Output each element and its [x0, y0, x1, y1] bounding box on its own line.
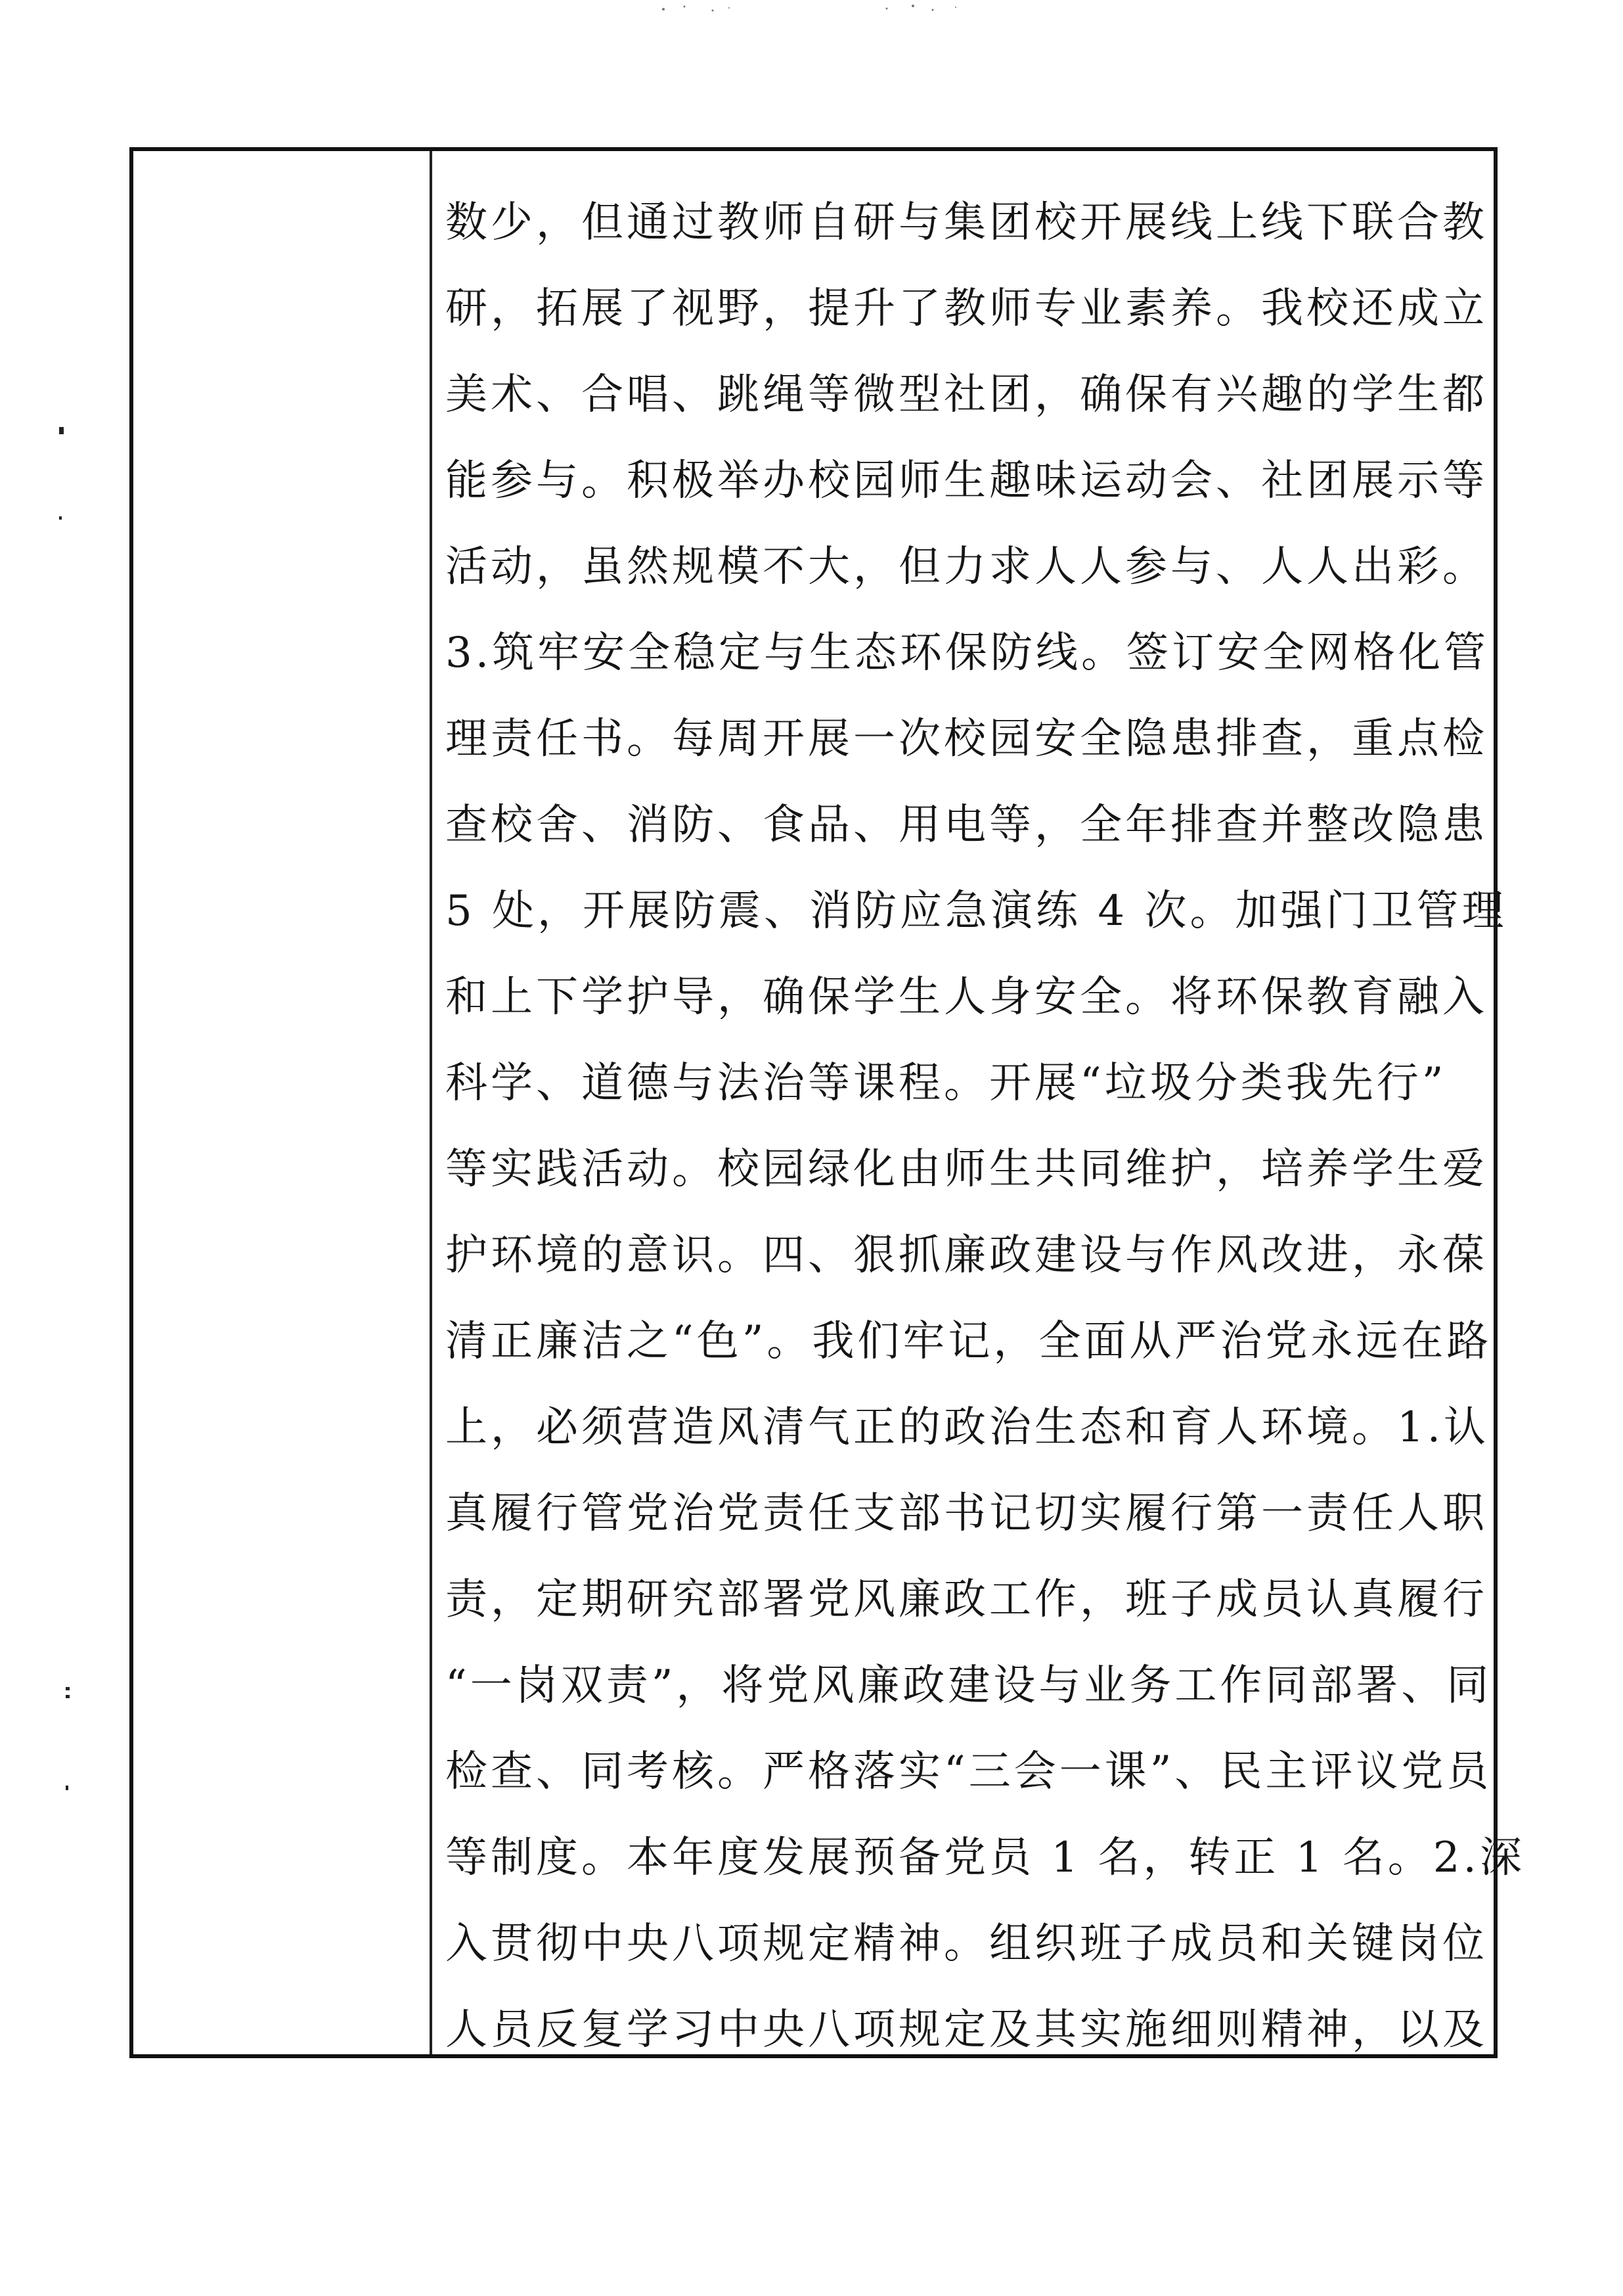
body-line: 等实践活动。校园绿化由师生共同维护，培养学生爱: [445, 1145, 1488, 1194]
body-line: 等制度。本年度发展预备党员 1 名，转正 1 名。2.深: [445, 1834, 1525, 1882]
body-line: 活动，虽然规模不大，但力求人人参与、人人出彩。: [445, 543, 1488, 591]
body-line: 护环境的意识。四、狠抓廉政建设与作风改进，永葆: [445, 1231, 1488, 1280]
body-line: 和上下学护导，确保学生人身安全。将环保教育融入: [445, 973, 1488, 1022]
body-line: 数少，但通过教师自研与集团校开展线上线下联合教: [445, 198, 1488, 247]
body-line: 3.筑牢安全稳定与生态环保防线。签订安全网格化管: [445, 629, 1490, 677]
body-line: 美术、合唱、跳绳等微型社团，确保有兴趣的学生都: [445, 371, 1488, 419]
body-line: 责，定期研究部署党风廉政工作，班子成员认真履行: [445, 1575, 1488, 1624]
body-line: 真履行管党治党责任支部书记切实履行第一责任人职: [445, 1489, 1488, 1538]
body-line: 上，必须营造风清气正的政治生态和育人环境。1.认: [445, 1403, 1490, 1452]
content-cell: [432, 151, 1525, 2054]
form-table: [129, 147, 1525, 2058]
body-line: 科学、道德与法治等课程。开展“垃圾分类我先行”: [445, 1059, 1447, 1108]
body-line: 入贯彻中央八项规定精神。组织班子成员和关键岗位: [445, 1920, 1488, 1968]
left-label-cell: [133, 151, 432, 2054]
body-line: 清正廉洁之“色”。我们牢记，全面从严治党永远在路: [445, 1317, 1492, 1366]
body-line: “一岗双责”，将党风廉政建设与业务工作同部署、同: [445, 1661, 1492, 1710]
body-line: 研，拓展了视野，提升了教师专业素养。我校还成立: [445, 284, 1488, 333]
body-line: 理责任书。每周开展一次校园安全隐患排查，重点检: [445, 715, 1488, 763]
body-line: 能参与。积极举办校园师生趣味运动会、社团展示等: [445, 457, 1488, 505]
body-line: 检查、同考核。严格落实“三会一课”、民主评议党员: [445, 1747, 1492, 1796]
body-line: 5 处，开展防震、消防应急演练 4 次。加强门卫管理: [445, 887, 1507, 935]
body-line: 查校舍、消防、食品、用电等，全年排查并整改隐患: [445, 801, 1488, 849]
body-line: 人员反复学习中央八项规定及其实施细则精神，以及: [445, 2006, 1488, 2054]
